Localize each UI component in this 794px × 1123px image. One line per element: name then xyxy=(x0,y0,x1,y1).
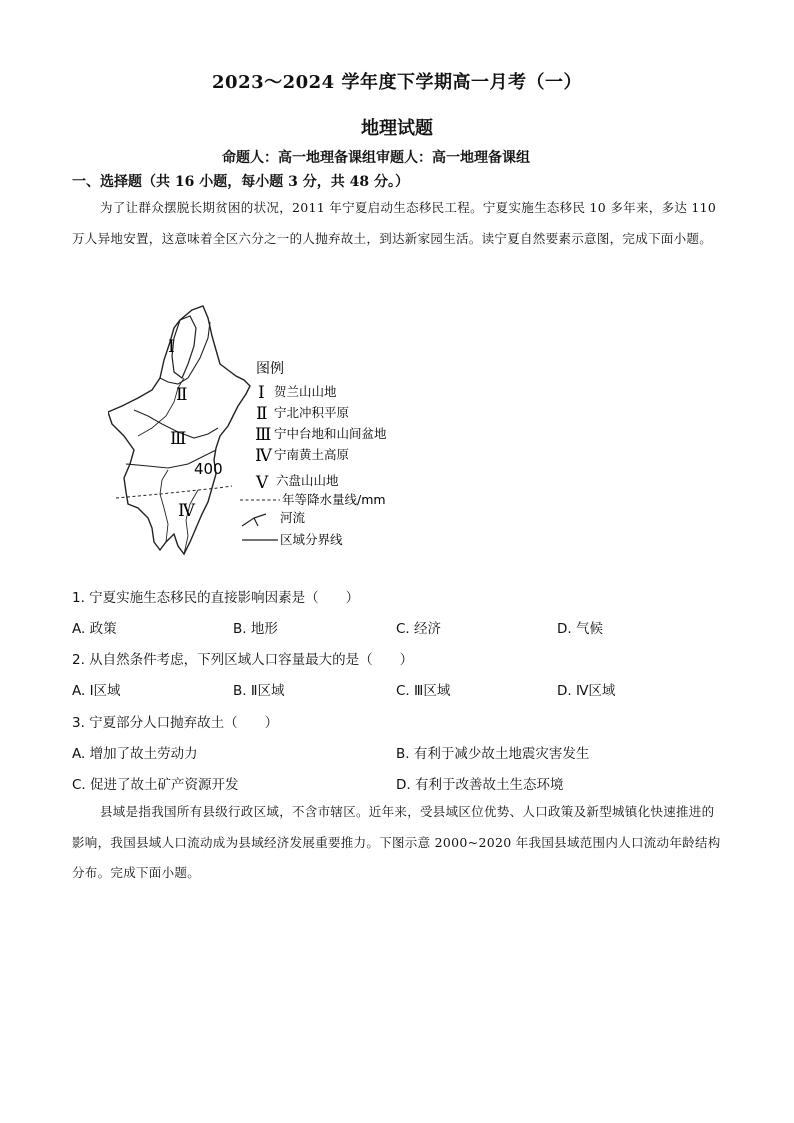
legend-label-boundary: 区域分界线 xyxy=(280,532,343,547)
legend-symbol-iv: Ⅳ xyxy=(255,446,272,466)
question-3-stem: 3. 宁夏部分人口抛弃故土（ ） xyxy=(72,715,279,731)
ningxia-map-figure xyxy=(108,298,418,563)
question-1-option-c: C. 经济 xyxy=(396,621,442,637)
question-2-option-c: C. Ⅲ区域 xyxy=(396,683,451,699)
exam-title: 2023～2024 学年度下学期高一月考（一） xyxy=(212,72,582,93)
isohyet-label: 400 xyxy=(194,460,223,478)
question-2-option-b: B. Ⅱ区域 xyxy=(233,683,285,699)
question-2-option-a: A. Ⅰ区域 xyxy=(72,683,121,699)
question-2-stem: 2. 从自然条件考虑，下列区域人口容量最大的是（ ） xyxy=(72,652,414,668)
region-label-iv: Ⅳ xyxy=(178,501,195,521)
passage-2: 县域是指我国所有县级行政区域，不含市辖区。近年来，受县域区位优势、人口政策及新型城镇化快速推进的影响，我国县域人口流动成为县域经济发展重要推力。下图示意 2000~2020 年我国县域范围内人口流动年龄结构分布。完成下面小题。 xyxy=(72,804,721,880)
legend-label-river: 河流 xyxy=(280,510,306,525)
question-3-option-c: C. 促进了故土矿产资源开发 xyxy=(72,777,239,793)
question-1-stem: 1. 宁夏实施生态移民的直接影响因素是（ ） xyxy=(72,590,360,606)
question-2-option-d: D. Ⅳ区域 xyxy=(557,683,616,699)
question-1-option-d: D. 气候 xyxy=(557,621,603,637)
region-label-i: Ⅰ xyxy=(168,337,175,357)
legend-label-ii: 宁北冲积平原 xyxy=(274,405,350,420)
legend-symbol-iii: Ⅲ xyxy=(255,425,272,445)
legend-label-i: 贺兰山山地 xyxy=(274,384,337,399)
question-1-option-b: B. 地形 xyxy=(233,621,278,637)
region-label-iii: Ⅲ xyxy=(170,429,187,449)
legend-symbol-ii: Ⅱ xyxy=(256,404,268,424)
isohyet-400 xyxy=(116,486,232,498)
legend-symbol-i: Ⅰ xyxy=(258,383,265,403)
legend-symbol-v: Ⅴ xyxy=(256,473,269,493)
passage-1: 为了让群众摆脱长期贫困的状况，2011 年宁夏启动生态移民工程。宁夏实施生态移民 10 多年来，多达 110 万人异地安置，这意味着全区六分之一的人抛弃故土，到达新家园生活。读宁夏自然要素示意图，完成下面小题。 xyxy=(72,200,717,246)
river-south xyxy=(160,470,168,542)
authors-line: 命题人：高一地理备课组审题人：高一地理备课组 xyxy=(222,150,530,166)
question-1-option-a: A. 政策 xyxy=(72,621,117,637)
section-heading: 一、选择题（共 16 小题，每小题 3 分，共 48 分。） xyxy=(72,174,409,190)
legend-title: 图例 xyxy=(256,361,284,377)
legend-label-v: 六盘山山地 xyxy=(276,473,339,488)
river-south-2 xyxy=(184,490,198,554)
question-3-option-a: A. 增加了故土劳动力 xyxy=(72,746,198,762)
question-3-option-d: D. 有利于改善故土生态环境 xyxy=(396,777,564,793)
legend-label-iv: 宁南黄土高原 xyxy=(274,447,350,462)
legend-label-iii: 宁中台地和山间盆地 xyxy=(274,426,387,441)
legend-river-icon xyxy=(242,514,266,526)
legend-label-isohyet: 年等降水量线/mm xyxy=(282,492,386,507)
subject-title: 地理试题 xyxy=(361,118,433,139)
region-label-ii: Ⅱ xyxy=(176,385,188,405)
question-3-option-b: B. 有利于减少故土地震灾害发生 xyxy=(396,746,590,762)
